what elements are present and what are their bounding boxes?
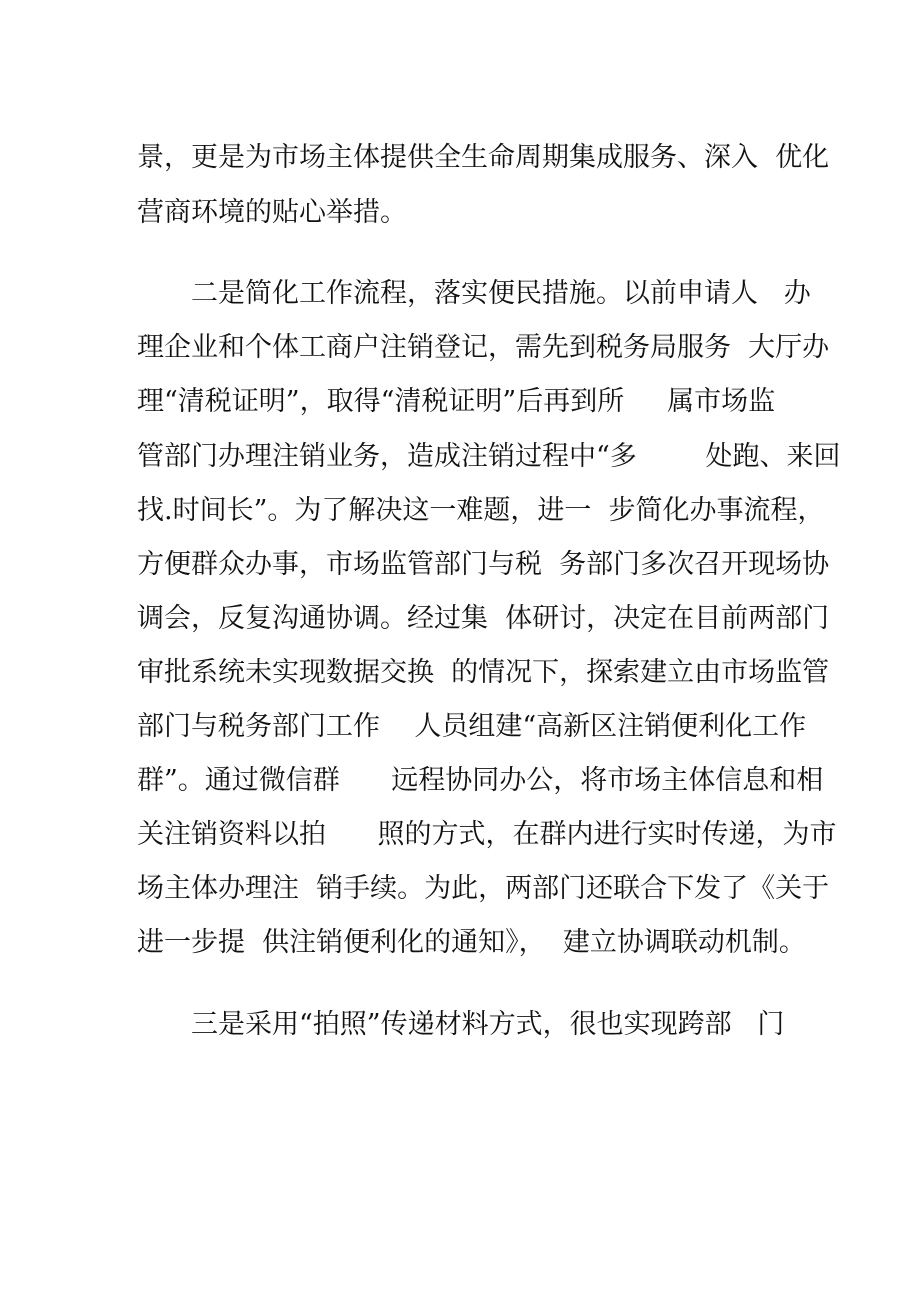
paragraph-1-line-1: 景，更是为市场主体提供全生命周期集成服务、深入 优化 [137,142,830,173]
paragraph-2-line-11: 关注销资料以拍 照的方式，在群内进行实时传递，为市 [137,819,837,850]
paragraph-2-line-12: 场主体办理注 销手续。为此，两部门还联合下发了《关于 [137,873,830,904]
paragraph-2-line-3: 理“清税证明”，取得“清税证明”后再到所 属市场监 [137,386,776,417]
paragraph-2-line-1: 二是简化工作流程，落实便民措施。以前申请人 办 [191,278,811,309]
paragraph-2-line-4: 管部门办理注销业务，造成注销过程中“多 处跑、来回 [137,441,841,472]
paragraph-2-line-5: 找.时间长”。为了解决这一难题，进一 步简化办事流程， [137,495,825,526]
paragraph-2-line-9: 部门与税务部门工作 人员组建“高新区注销便利化工作 [137,711,807,742]
paragraph-2-line-6: 方便群众办事，市场监管部门与税 务部门多次召开现场协 [137,549,830,580]
paragraph-1-line-2: 营商环境的贴心举措。 [137,197,407,228]
paragraph-3-line-1: 三是采用“拍照”传递材料方式，很也实现跨部 门 [191,1009,785,1040]
paragraph-2-line-8: 审批系统未实现数据交换 的情况下，探索建立由市场监管 [137,657,830,688]
paragraph-2-line-2: 理企业和个体工商户注销登记，需先到税务局服务 大厅办 [137,332,830,363]
paragraph-2-line-7: 调会，反复沟通协调。经过集 体研讨，决定在目前两部门 [137,603,830,634]
paragraph-2-line-13: 进一步提 供注销便利化的通知》， 建立协调联动机制。 [137,927,806,958]
paragraph-2-line-10: 群”。通过微信群 远程协同办公，将市场主体信息和相 [137,765,824,796]
